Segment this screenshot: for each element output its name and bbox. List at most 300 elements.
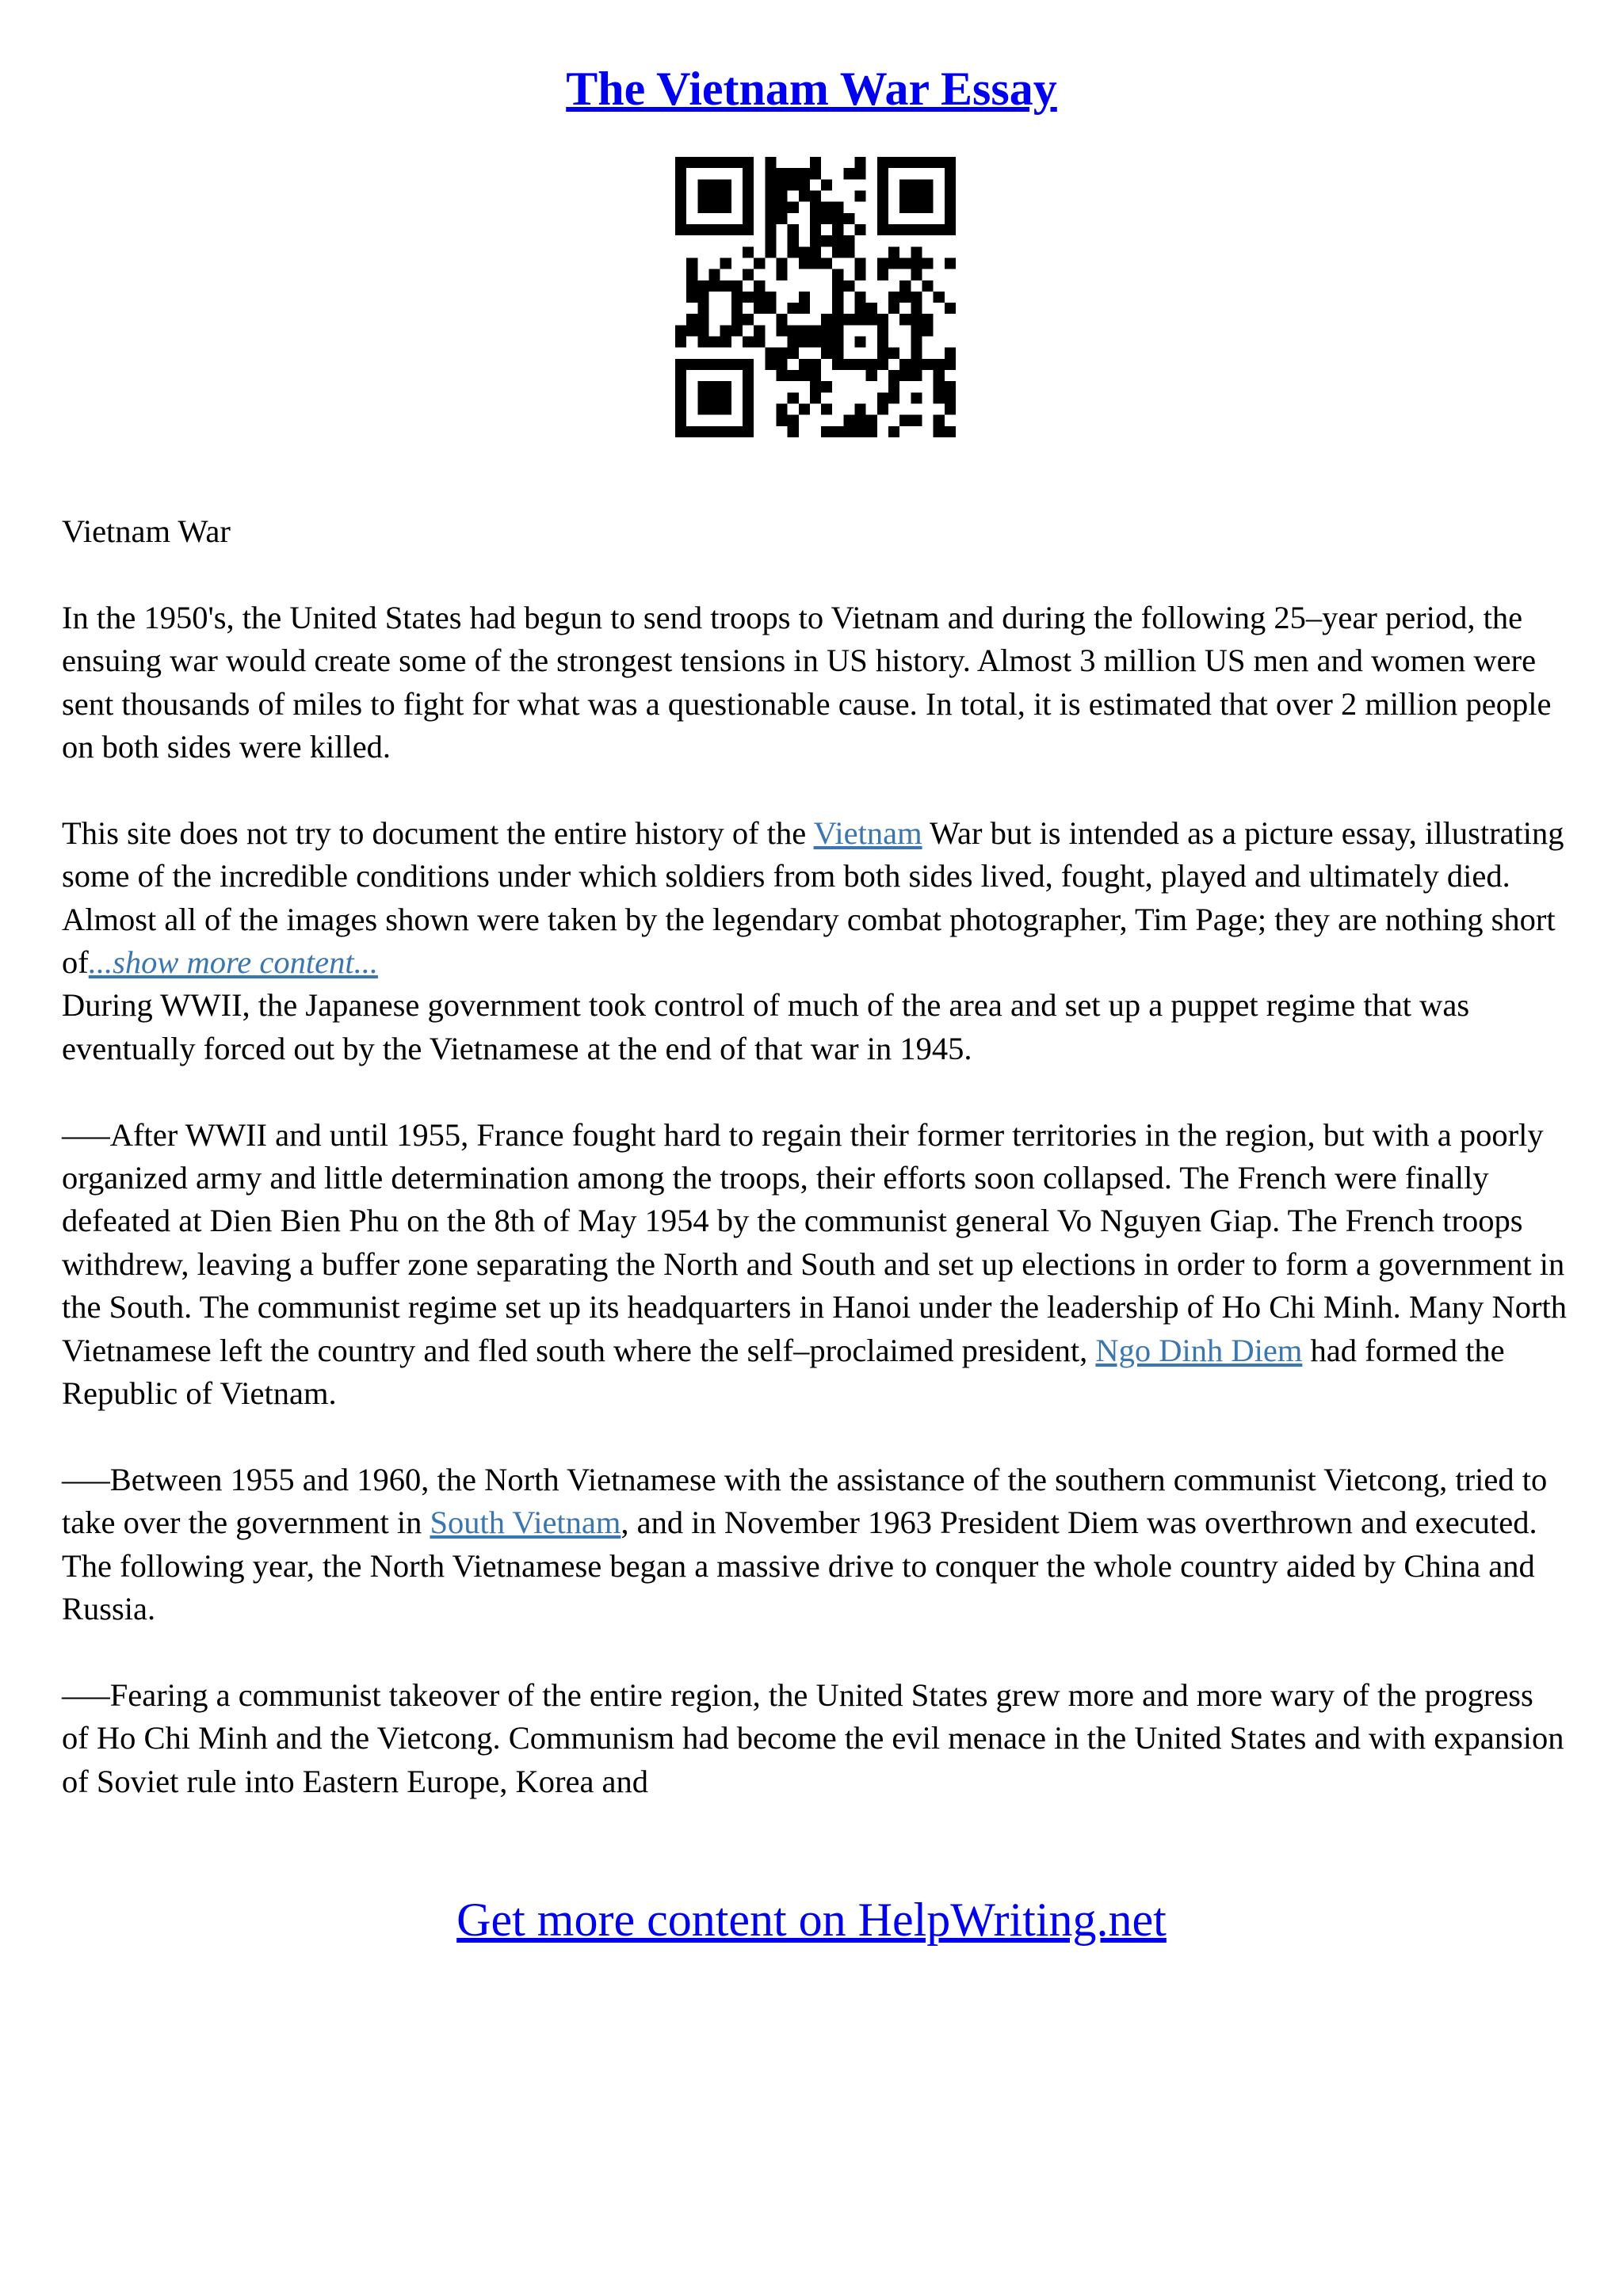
qr-module [899, 224, 911, 235]
qr-module [866, 415, 877, 426]
qr-module [675, 392, 686, 403]
qr-module [743, 359, 754, 370]
qr-module [720, 325, 731, 336]
qr-module [832, 348, 843, 359]
qr-module [945, 190, 956, 201]
qr-module [934, 359, 945, 370]
qr-module [708, 202, 720, 213]
qr-module [697, 314, 708, 325]
qr-module [899, 157, 911, 168]
qr-module [832, 337, 843, 348]
qr-module [945, 202, 956, 213]
qr-module [843, 359, 854, 370]
qr-module [697, 404, 708, 415]
qr-module [708, 392, 720, 403]
vietnam-link[interactable]: Vietnam [813, 814, 922, 851]
qr-module [686, 257, 697, 269]
qr-module [911, 246, 922, 257]
qr-module [945, 303, 956, 314]
qr-module [686, 325, 697, 336]
qr-module [708, 224, 720, 235]
qr-module [675, 370, 686, 381]
qr-module [866, 303, 877, 314]
qr-module [754, 292, 765, 303]
qr-module [855, 415, 866, 426]
qr-module [788, 415, 799, 426]
qr-module [945, 179, 956, 190]
qr-module [675, 213, 686, 224]
qr-module [697, 337, 708, 348]
qr-module [788, 168, 799, 179]
qr-module [855, 426, 866, 437]
qr-module [934, 381, 945, 392]
qr-module [821, 314, 832, 325]
qr-module [888, 224, 899, 235]
qr-module [754, 280, 765, 292]
qr-module [911, 257, 922, 269]
qr-module [754, 325, 765, 336]
qr-module [743, 224, 754, 235]
qr-module [832, 292, 843, 303]
qr-module [675, 325, 686, 336]
qr-module [810, 381, 821, 392]
qr-module [832, 325, 843, 336]
south-vietnam-link[interactable]: South Vietnam [430, 1505, 621, 1541]
paragraph-2-text-start: This site does not try to document the entire history of the [62, 814, 814, 851]
qr-module [922, 314, 934, 325]
qr-module [911, 370, 922, 381]
qr-module [686, 157, 697, 168]
qr-module [697, 224, 708, 235]
qr-module [832, 280, 843, 292]
qr-module [821, 381, 832, 392]
qr-module [675, 381, 686, 392]
essay-body [62, 510, 1568, 1847]
qr-module [697, 381, 708, 392]
qr-module [877, 257, 888, 269]
qr-module [788, 202, 799, 213]
qr-module [708, 269, 720, 280]
qr-module [888, 392, 899, 403]
qr-module [799, 404, 810, 415]
qr-module [911, 325, 922, 336]
qr-module [810, 190, 821, 201]
qr-module [788, 392, 799, 403]
qr-module [899, 314, 911, 325]
qr-module [810, 168, 821, 179]
qr-module [708, 337, 720, 348]
qr-module [922, 179, 934, 190]
qr-module [765, 157, 776, 168]
qr-module [843, 314, 854, 325]
qr-module [686, 269, 697, 280]
qr-module [776, 404, 787, 415]
qr-module [697, 179, 708, 190]
paragraph-1: In the 1950's, the United States had begun to send troops to Vietnam and during the following 25–year period, the ensuing war would create some of the strongest tensions in US history. Almost 3 million US men and women were sent thousands of miles to fight for what was a questionable cause. In total, it is estimated that over 2 million people on both sides were killed. [62, 599, 1552, 765]
qr-module [899, 359, 911, 370]
qr-module [743, 381, 754, 392]
qr-module [945, 257, 956, 269]
qr-module [765, 202, 776, 213]
qr-module [799, 179, 810, 190]
qr-module [945, 224, 956, 235]
qr-module [888, 381, 899, 392]
qr-module [911, 202, 922, 213]
paragraph-5-text-start: –––Between 1955 and 1960, the North Vietnamese with the assistance of the southern communist Vietcong, tried to take over the government in [62, 1461, 1548, 1541]
qr-module [843, 246, 854, 257]
qr-module [810, 257, 821, 269]
qr-module [888, 157, 899, 168]
qr-module [731, 292, 743, 303]
qr-module [765, 359, 776, 370]
qr-module [776, 179, 787, 190]
qr-module [934, 370, 945, 381]
qr-module [821, 202, 832, 213]
qr-module [922, 157, 934, 168]
qr-module [899, 190, 911, 201]
qr-module [708, 404, 720, 415]
qr-module [743, 213, 754, 224]
qr-module [799, 292, 810, 303]
qr-module [877, 392, 888, 403]
qr-module [799, 337, 810, 348]
qr-module [899, 292, 911, 303]
qr-module [911, 157, 922, 168]
footer-promo [0, 1891, 1623, 1948]
paragraph-6: –––Fearing a communist takeover of the entire region, the United States grew more and more wary of the progress of Ho Chi Minh and the Vietcong. Communism had become the evil menace in the United States and with expansion of Soviet rule into Eastern Europe, Korea and [62, 1676, 1564, 1799]
ngo-dinh-diem-link[interactable]: Ngo Dinh Diem [1095, 1332, 1303, 1368]
paragraph-2-text-end: War but is intended as a picture essay, illustrating some of the incredible conditions under which soldiers from both sides lived, fought, played and ultimately died. Almost all of the images shown were taken by the legendary combat photographer, Tim Page; they are nothing short of [62, 814, 1564, 981]
qr-module [877, 337, 888, 348]
qr-module [877, 404, 888, 415]
qr-module [810, 235, 821, 246]
qr-module [855, 292, 866, 303]
qr-module [855, 404, 866, 415]
qr-module [708, 280, 720, 292]
qr-module [776, 168, 787, 179]
qr-module [697, 157, 708, 168]
qr-module [877, 359, 888, 370]
qr-module [877, 202, 888, 213]
qr-module [899, 202, 911, 213]
qr-module [832, 426, 843, 437]
paragraph-5 [62, 1459, 1568, 1631]
qr-module [832, 359, 843, 370]
qr-module [743, 202, 754, 213]
qr-module [799, 168, 810, 179]
qr-module [922, 224, 934, 235]
qr-module [765, 213, 776, 224]
qr-module [720, 224, 731, 235]
qr-module [810, 325, 821, 336]
qr-module [686, 359, 697, 370]
qr-module [776, 314, 787, 325]
qr-module [945, 426, 956, 437]
qr-module [832, 303, 843, 314]
qr-module [810, 157, 821, 168]
qr-module [945, 157, 956, 168]
qr-module [799, 246, 810, 257]
title-link[interactable]: The Vietnam War Essay [566, 63, 1057, 115]
qr-module [855, 168, 866, 179]
qr-module [776, 202, 787, 213]
qr-module [866, 314, 877, 325]
qr-module [720, 337, 731, 348]
qr-module [743, 337, 754, 348]
qr-module [877, 213, 888, 224]
qr-module [776, 370, 787, 381]
qr-module [743, 190, 754, 201]
qr-module [934, 426, 945, 437]
qr-module [765, 303, 776, 314]
qr-module [855, 269, 866, 280]
qr-module [697, 292, 708, 303]
qr-module [731, 157, 743, 168]
qr-module [877, 190, 888, 201]
qr-module [731, 426, 743, 437]
qr-module [776, 359, 787, 370]
qr-module [675, 157, 686, 168]
qr-module [788, 370, 799, 381]
qr-module [708, 381, 720, 392]
qr-module [911, 415, 922, 426]
qr-module [821, 257, 832, 269]
qr-module [911, 314, 922, 325]
qr-module [731, 314, 743, 325]
qr-module [675, 426, 686, 437]
qr-module [945, 381, 956, 392]
qr-module [799, 190, 810, 201]
qr-module [720, 381, 731, 392]
qr-module [866, 426, 877, 437]
qr-module [810, 224, 821, 235]
qr-code [675, 157, 956, 437]
qr-module [675, 415, 686, 426]
qr-module [832, 213, 843, 224]
qr-module [899, 280, 911, 292]
qr-module [708, 190, 720, 201]
qr-module [675, 337, 686, 348]
qr-module [899, 257, 911, 269]
qr-module [888, 246, 899, 257]
qr-module [945, 404, 956, 415]
qr-module [765, 179, 776, 190]
qr-module [810, 246, 821, 257]
qr-module [697, 303, 708, 314]
qr-module [843, 426, 854, 437]
qr-module [686, 292, 697, 303]
qr-module [675, 168, 686, 179]
qr-module [743, 168, 754, 179]
qr-module [888, 303, 899, 314]
qr-module [821, 213, 832, 224]
qr-module [899, 370, 911, 381]
qr-module [821, 348, 832, 359]
qr-module [708, 359, 720, 370]
paragraph-3: During WWII, the Japanese government took control of much of the area and set up a puppet regime that was eventually forced out by the Vietnamese at the end of that war in 1945. [62, 987, 1470, 1066]
qr-module [720, 426, 731, 437]
show-more-link[interactable]: ...show more content... [88, 944, 378, 981]
qr-module [776, 348, 787, 359]
qr-module [799, 257, 810, 269]
qr-module [708, 426, 720, 437]
qr-module [911, 303, 922, 314]
qr-module [821, 325, 832, 336]
qr-module [765, 292, 776, 303]
qr-module [720, 257, 731, 269]
qr-module [675, 202, 686, 213]
qr-module [743, 157, 754, 168]
qr-module [934, 224, 945, 235]
qr-module [922, 280, 934, 292]
qr-module [720, 404, 731, 415]
qr-module [888, 292, 899, 303]
qr-module [743, 370, 754, 381]
qr-module [843, 280, 854, 292]
qr-module [675, 404, 686, 415]
qr-module [720, 202, 731, 213]
qr-module [911, 190, 922, 201]
qr-module [888, 348, 899, 359]
qr-module [776, 415, 787, 426]
qr-module [911, 337, 922, 348]
qr-module [866, 359, 877, 370]
qr-module [899, 415, 911, 426]
qr-module [866, 370, 877, 381]
qr-module [877, 325, 888, 336]
qr-module [765, 235, 776, 246]
qr-module [788, 246, 799, 257]
essay-heading: Vietnam War [62, 513, 231, 549]
qr-module [877, 224, 888, 235]
qr-module [810, 337, 821, 348]
qr-module [697, 202, 708, 213]
qr-module [832, 314, 843, 325]
qr-module [877, 348, 888, 359]
qr-module [743, 404, 754, 415]
qr-module [843, 415, 854, 426]
qr-module [697, 325, 708, 336]
qr-module [675, 179, 686, 190]
qr-module [708, 157, 720, 168]
qr-module [743, 314, 754, 325]
qr-module [832, 235, 843, 246]
qr-module [776, 257, 787, 269]
qr-module [934, 415, 945, 426]
qr-module [810, 359, 821, 370]
qr-module [832, 224, 843, 235]
qr-module [743, 415, 754, 426]
qr-module [945, 213, 956, 224]
helpwriting-link[interactable]: Get more content on HelpWriting.net [456, 1894, 1167, 1946]
qr-module [743, 392, 754, 403]
qr-module [731, 224, 743, 235]
qr-module [765, 246, 776, 257]
qr-module [911, 224, 922, 235]
qr-module [788, 303, 799, 314]
qr-module [934, 292, 945, 303]
qr-module [788, 235, 799, 246]
qr-module [843, 168, 854, 179]
qr-module [877, 179, 888, 190]
qr-module [743, 292, 754, 303]
qr-module [810, 392, 821, 403]
qr-module [888, 426, 899, 437]
qr-module [945, 348, 956, 359]
qr-module [731, 280, 743, 292]
qr-module [945, 168, 956, 179]
qr-module [720, 280, 731, 292]
qr-module [731, 359, 743, 370]
qr-module [877, 157, 888, 168]
qr-module [720, 190, 731, 201]
qr-module [697, 359, 708, 370]
qr-module [899, 179, 911, 190]
qr-module [788, 337, 799, 348]
paragraph-4-text-end: had formed the Republic of Vietnam. [62, 1332, 1505, 1412]
qr-module [922, 190, 934, 201]
qr-module [788, 426, 799, 437]
qr-module [855, 303, 866, 314]
qr-module [743, 426, 754, 437]
qr-module [776, 325, 787, 336]
qr-module [877, 314, 888, 325]
qr-module [810, 202, 821, 213]
qr-module [765, 224, 776, 235]
qr-module [855, 359, 866, 370]
paragraph-4-text-start: –––After WWII and until 1955, France fought hard to regain their former territories in the region, but with a poorly organized army and little determination among the troops, their efforts soon collapsed. The French were finally defeated at Dien Bien Phu on the 8th of May 1954 by the communist general Vo Nguyen Giap. The French troops withdrew, leaving a buffer zone separating the North and South and set up elections in order to form a government in the South. The communist regime set up its headquarters in Hanoi under the leadership of Ho Chi Minh. Many North Vietnamese left the country and fled south where the self–proclaimed president, [62, 1116, 1568, 1368]
paragraph-4 [62, 1114, 1568, 1416]
qr-module [765, 190, 776, 201]
qr-module [731, 325, 743, 336]
qr-module [675, 359, 686, 370]
qr-module [855, 224, 866, 235]
qr-module [754, 303, 765, 314]
qr-module [945, 392, 956, 403]
qr-module [743, 269, 754, 280]
paragraph-5-text-end: , and in November 1963 President Diem was overthrown and executed. The following year, the North Vietnamese began a massive drive to conquer the whole country aided by China and Russia. [62, 1505, 1537, 1627]
qr-module [754, 257, 765, 269]
qr-module [675, 190, 686, 201]
qr-module [877, 269, 888, 280]
qr-module [720, 157, 731, 168]
qr-module [810, 213, 821, 224]
qr-module [843, 213, 854, 224]
qr-module [697, 190, 708, 201]
qr-module [799, 370, 810, 381]
qr-module [922, 202, 934, 213]
qr-module [765, 168, 776, 179]
qr-module [911, 269, 922, 280]
qr-module [911, 292, 922, 303]
qr-module [720, 359, 731, 370]
qr-module [911, 348, 922, 359]
qr-module [810, 370, 821, 381]
qr-module [877, 168, 888, 179]
qr-module [934, 157, 945, 168]
qr-module [888, 370, 899, 381]
qr-module [855, 257, 866, 269]
qr-module [675, 224, 686, 235]
qr-module [776, 213, 787, 224]
qr-module [788, 224, 799, 235]
qr-module [788, 348, 799, 359]
qr-module [697, 392, 708, 403]
qr-module [855, 314, 866, 325]
qr-module [697, 426, 708, 437]
qr-module [832, 246, 843, 257]
qr-module [720, 179, 731, 190]
